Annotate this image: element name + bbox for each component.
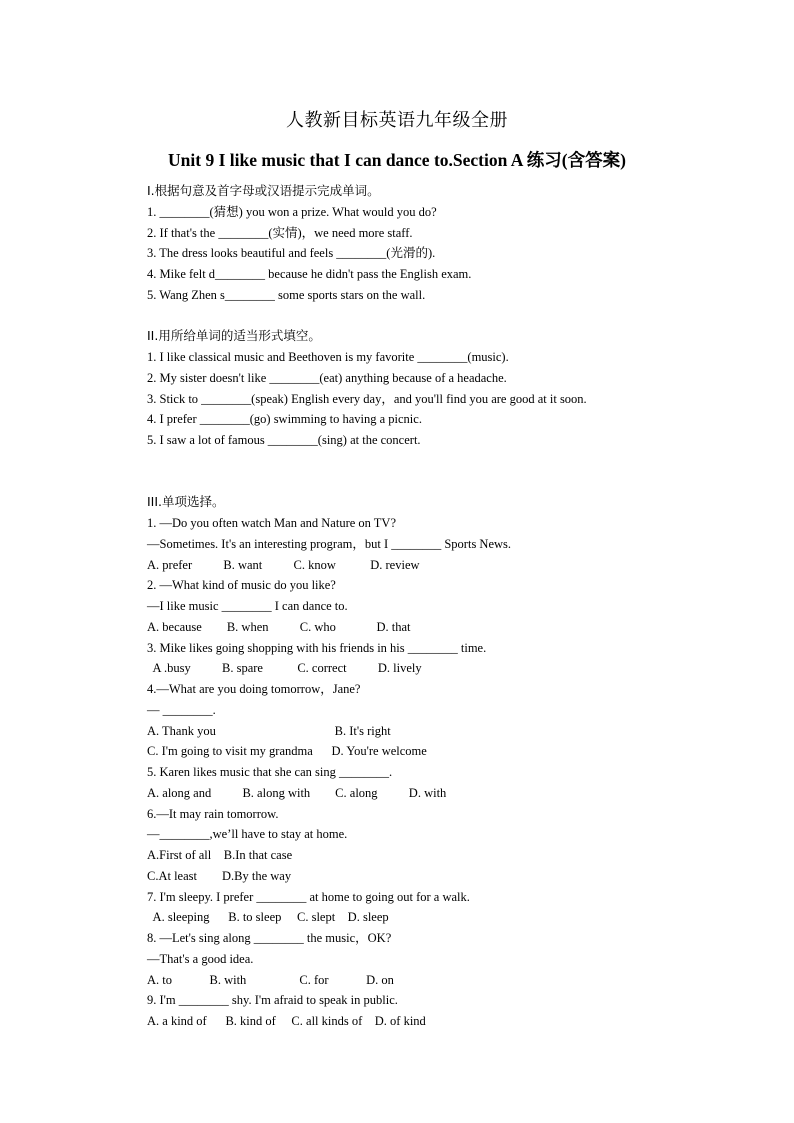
s3-line: 1. —Do you often watch Man and Nature on TV? <box>147 516 397 530</box>
s3-options: A. a kind of B. kind of C. all kinds of D. of kind <box>147 1014 426 1028</box>
s3-line: 4.—What are you doing tomorrow，Jane? <box>147 682 361 696</box>
s3-options: C.At least D.By the way <box>147 868 292 883</box>
s3-options: A. along and B. along with C. along D. with <box>147 785 447 800</box>
s2-question-2: 2. My sister doesn't like ________(eat) anything because of a headache. <box>147 370 507 385</box>
s3-options: A. Thank you B. It's right <box>147 723 391 738</box>
spacer <box>147 306 767 327</box>
s3-line: —I like music ________ I can dance to. <box>147 599 348 613</box>
s3-line: —________,we’ll have to stay at home. <box>147 827 348 842</box>
s3-line: — ________. <box>147 702 216 717</box>
section-3-heading: III.单项选择。 <box>147 494 225 510</box>
s3-line: 2. —What kind of music do you like? <box>147 578 336 593</box>
section-1-heading: I.根据句意及首字母或汉语提示完成单词。 <box>147 183 380 198</box>
s3-line: 8. —Let's sing along ________ the music，OK? <box>147 931 392 945</box>
s1-question-2: 2. If that's the ________(实情)，we need more staff. <box>147 225 413 240</box>
s2-question-3: 3. Stick to ________(speak) English every day，and you'll find you are good at it soon. <box>147 391 587 406</box>
s1-question-5: 5. Wang Zhen s________ some sports stars on the wall. <box>147 287 426 302</box>
s3-options: A. sleeping B. to sleep C. slept D. sleep <box>147 910 389 925</box>
spacer <box>147 472 767 493</box>
s3-options: A .busy B. spare C. correct D. lively <box>147 661 422 676</box>
worksheet-body <box>147 181 767 1032</box>
spacer <box>147 451 767 472</box>
s2-question-1: 1. I like classical music and Beethoven is my favorite ________(music). <box>147 350 509 364</box>
s1-question-1: 1. ________(猜想) you won a prize. What would you do? <box>147 204 437 219</box>
s3-options: A.First of all B.In that case <box>147 848 293 862</box>
document-subtitle: Unit 9 I like music that I can dance to.Section A 练习(含答案) <box>168 150 626 170</box>
s1-question-3: 3. The dress looks beautiful and feels ________(光滑的). <box>147 246 436 261</box>
s2-question-5: 5. I saw a lot of famous ________(sing) at the concert. <box>147 433 421 447</box>
s3-line: 5. Karen likes music that she can sing ________. <box>147 765 393 779</box>
s3-line: 7. I'm sleepy. I prefer ________ at home to going out for a walk. <box>147 889 470 904</box>
s3-options: A. to B. with C. for D. on <box>147 972 394 987</box>
s2-question-4: 4. I prefer ________(go) swimming to having a picnic. <box>147 412 422 427</box>
s1-question-4: 4. Mike felt d________ because he didn't pass the English exam. <box>147 267 472 281</box>
s3-line: —That's a good idea. <box>147 951 254 966</box>
s3-line: 9. I'm ________ shy. I'm afraid to speak in public. <box>147 993 398 1008</box>
s3-options: A. because B. when C. who D. that <box>147 619 411 634</box>
s3-options: C. I'm going to visit my grandma D. You're welcome <box>147 744 427 759</box>
s3-options: A. prefer B. want C. know D. review <box>147 557 420 572</box>
section-2-heading: II.用所给单词的适当形式填空。 <box>147 328 321 344</box>
document-title: 人教新目标英语九年级全册 <box>286 110 508 131</box>
s3-line: 6.—It may rain tomorrow. <box>147 806 279 821</box>
s3-line: 3. Mike likes going shopping with his friends in his ________ time. <box>147 640 487 655</box>
s3-line: —Sometimes. It's an interesting program，but I ________ Sports News. <box>147 536 512 551</box>
